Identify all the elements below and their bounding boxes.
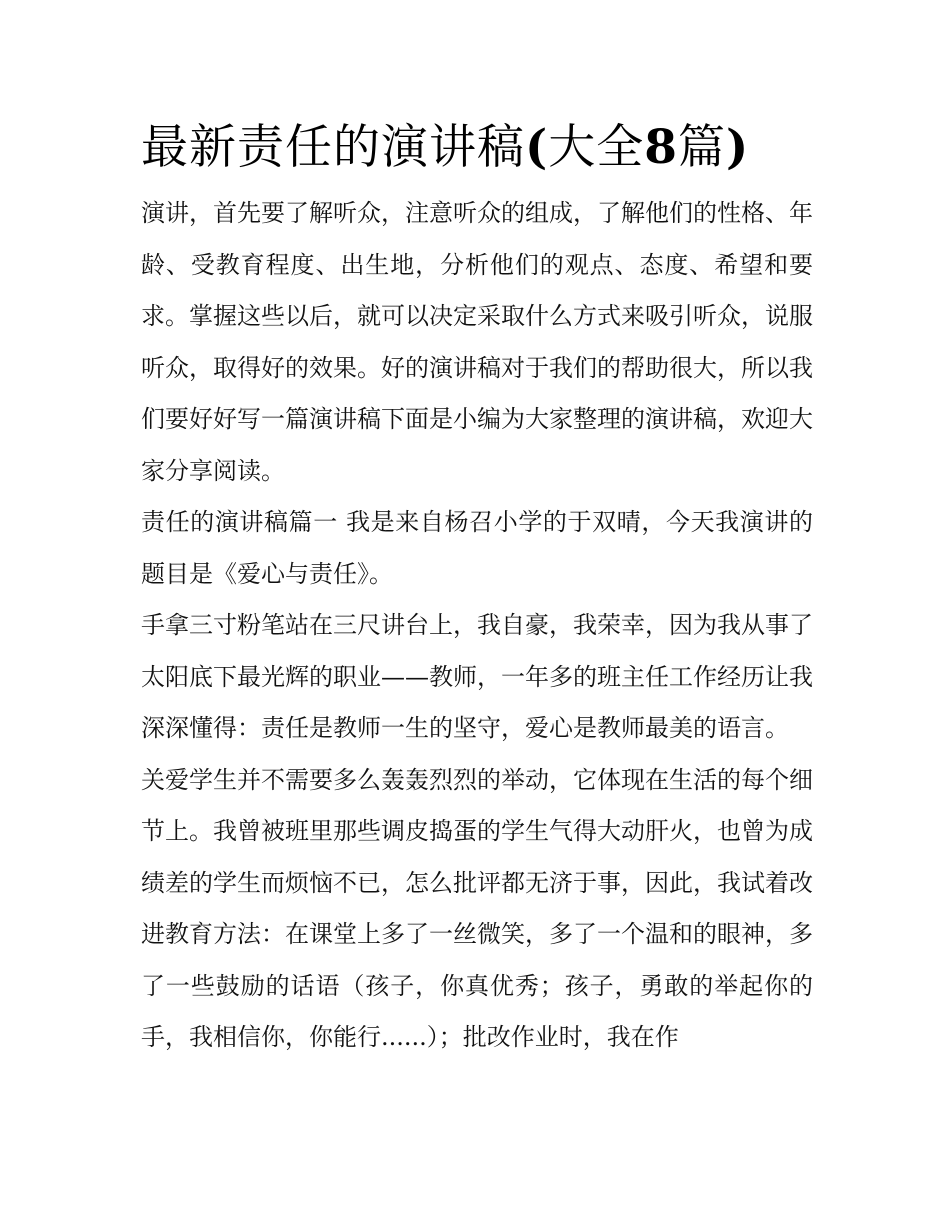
paragraph-intro: 演讲，首先要了解听众，注意听众的组成，了解他们的性格、年龄、受教育程度、出生地，分析他们的观点、态度、希望和要求。掌握这些以后，就可以决定采取什么方式来吸引听众，说服听众，取得好的效果。好的演讲稿对于我们的帮助很大，所以我们要好好写一篇演讲稿下面是小编为大家整理的演讲稿，欢迎大家分享阅读。 <box>141 199 813 485</box>
title-paren-open: ( <box>525 120 549 175</box>
title-paren-close: ) <box>725 120 750 175</box>
paragraph-speech-opening: 责任的演讲稿篇一 我是来自杨召小学的于双晴，今天我演讲的题目是《爱心与责任》。 <box>141 508 813 588</box>
title-number: 8 <box>644 120 678 175</box>
title-middle-text: 大全 <box>548 120 645 175</box>
paragraph-caring-students: 关爱学生并不需要多么轰轰烈烈的举动，它体现在生活的每个细节上。我曾被班里那些调皮捣蛋的学生气得大动肝火，也曾为成绩差的学生而烦恼不已，怎么批评都无济于事，因此，我试着改进教育方法：在课堂上多了一丝微笑，多了一个温和的眼神，多了一些鼓励的话语（孩子，你真优秀；孩子，勇敢的举起你的手，我相信你，你能行......）；批改作业时，我在作 <box>141 765 813 1051</box>
title-main-text: 最新责任的演讲稿 <box>141 120 525 175</box>
paragraph-teacher-pride: 手拿三寸粉笔站在三尺讲台上，我自豪，我荣幸，因为我从事了太阳底下最光辉的职业——教师，一年多的班主任工作经历让我深深懂得：责任是教师一生的坚守，爱心是教师最美的语言。 <box>141 611 813 742</box>
title-suffix-text: 篇 <box>677 120 726 175</box>
document-page <box>141 108 813 1064</box>
document-title <box>141 108 813 188</box>
